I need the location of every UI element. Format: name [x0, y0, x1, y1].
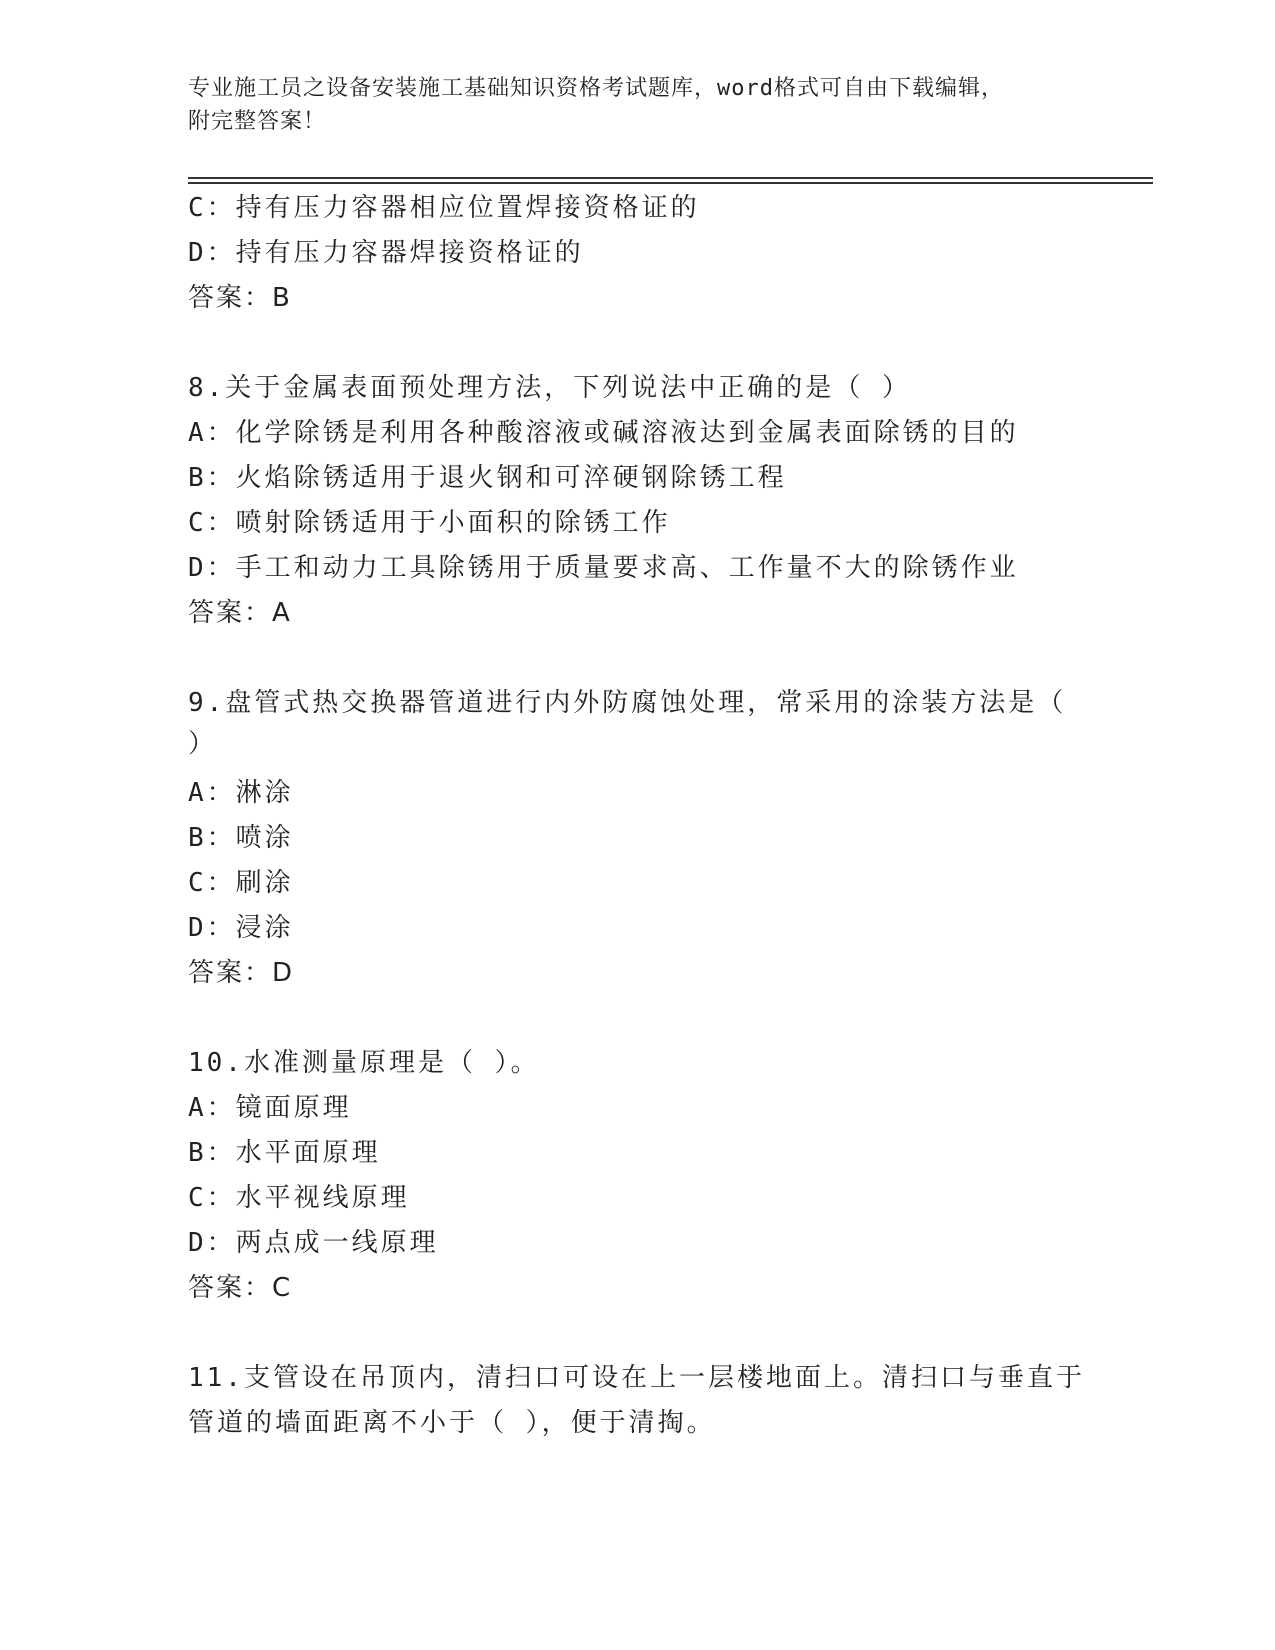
- q10-option-b: B：水平面原理: [188, 1138, 381, 1168]
- q8-option-c: C：喷射除锈适用于小面积的除锈工作: [188, 508, 671, 538]
- q10-option-d: D：两点成一线原理: [188, 1228, 439, 1258]
- q9-stem-line-1: 9.盘管式热交换器管道进行内外防腐蚀处理，常采用的涂装方法是（: [188, 688, 1067, 718]
- q10-option-a: A：镜面原理: [188, 1093, 352, 1123]
- q8-stem: 8.关于金属表面预处理方法，下列说法中正确的是（ ）: [188, 373, 911, 403]
- q11-stem-line-2: 管道的墙面距离不小于（ ），便于清掏。: [188, 1408, 716, 1438]
- q10-option-c: C：水平视线原理: [188, 1183, 410, 1213]
- q9-option-a: A：淋涂: [188, 778, 294, 808]
- q9-answer: 答案：D: [188, 958, 295, 988]
- q8-option-a: A：化学除锈是利用各种酸溶液或碱溶液达到金属表面除锈的目的: [188, 418, 1019, 448]
- q9-option-c: C：刷涂: [188, 868, 294, 898]
- q7-answer: 答案：B: [188, 283, 292, 313]
- header-divider-bottom: [188, 182, 1153, 184]
- q8-option-d: D：手工和动力工具除锈用于质量要求高、工作量不大的除锈作业: [188, 553, 1019, 583]
- q11-stem-line-1: 11.支管设在吊顶内，清扫口可设在上一层楼地面上。清扫口与垂直于: [188, 1363, 1085, 1393]
- q9-option-b: B：喷涂: [188, 823, 294, 853]
- q9-option-d: D：浸涂: [188, 913, 294, 943]
- header-divider-top: [188, 177, 1153, 179]
- q10-answer: 答案：C: [188, 1273, 293, 1303]
- q10-stem: 10.水准测量原理是（ ）。: [188, 1048, 540, 1078]
- q8-option-b: B：火焰除锈适用于退火钢和可淬硬钢除锈工程: [188, 463, 787, 493]
- document-header: [188, 72, 1088, 138]
- header-line-1: 专业施工员之设备安装施工基础知识资格考试题库，word格式可自由下载编辑，: [188, 76, 1004, 101]
- q7-option-c: C：持有压力容器相应位置焊接资格证的: [188, 193, 700, 223]
- header-line-2: 附完整答案！: [188, 109, 327, 134]
- q9-stem-line-2: ）: [188, 729, 218, 759]
- q8-answer: 答案：A: [188, 598, 292, 628]
- q7-option-d: D：持有压力容器焊接资格证的: [188, 238, 584, 268]
